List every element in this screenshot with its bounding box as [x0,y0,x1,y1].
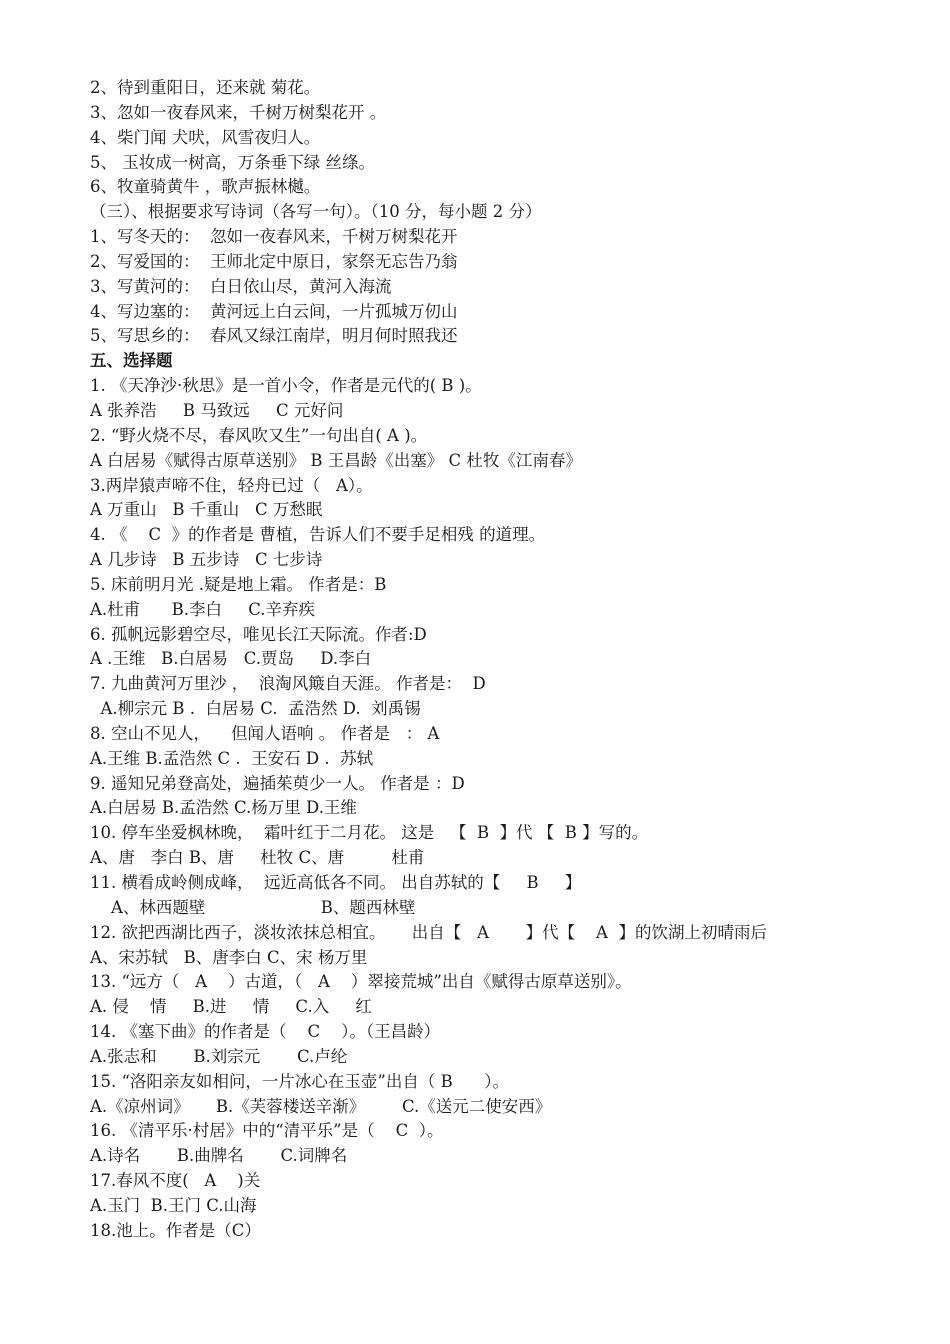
text-line: 10. 停车坐爱枫林晚， 霜叶红于二月花。 这是 【 B 】代 【 B 】写的。 [90,823,649,843]
text-line: A.《凉州词》 B.《芙蓉楼送辛渐》 C.《送元二使安西》 [90,1096,552,1116]
text-line: A、唐 李白 B、唐 杜牧 C、唐 杜甫 [90,848,425,868]
text-line: A、宋苏轼 B、唐李白 C、宋 杨万里 [90,947,368,967]
text-line: A 张养浩 B 马致远 C 元好问 [90,400,344,420]
text-line: 16. 《清平乐·村居》中的“清平乐”是（ C ）。 [90,1121,444,1141]
text-line: 3、忽如一夜春风来，千树万树梨花开 。 [90,102,387,122]
text-line: A、林西题壁 B、题西林壁 [90,897,416,917]
text-line: A 白居易《赋得古原草送别》 B 王昌龄《出塞》 C 杜牧《江南春》 [90,450,582,470]
text-line: A.白居易 B.孟浩然 C.杨万里 D.王维 [90,798,357,818]
text-line: 8. 空山不见人， 但闻人语响 。 作者是 ： A [90,723,440,743]
text-line: 13. “远方（ A ）古道，（ A ）翠接荒城”出自《赋得古原草送别》。 [90,972,632,992]
text-line: 3.两岸猿声啼不住，轻舟已过（ A）。 [90,475,373,495]
document-page [90,76,900,1244]
text-line: 2. “野火烧不尽，春风吹又生”一句出自( A )。 [90,425,428,445]
section-heading: 五、选择题 [90,351,173,371]
text-line: 9. 遥知兄弟登高处，遍插茱萸少一人。 作者是 ：D [90,773,465,793]
text-line: 5、 玉妆成一树高，万条垂下绿 丝绦。 [90,152,375,172]
text-line: 2、写爱国的： 王师北定中原日，家祭无忘告乃翁 [90,251,458,271]
text-line: （三）、根据要求写诗词（各写一句）。（10 分，每小题 2 分） [90,202,542,222]
text-line: A.张志和 B.刘宗元 C.卢纶 [90,1046,348,1066]
text-line: 12. 欲把西湖比西子，淡妆浓抹总相宜。 出自【 A 】代【 A 】的饮湖上初晴雨后 [90,922,767,942]
text-line: A.柳宗元 B . 白居易 C. 孟浩然 D. 刘禹锡 [90,699,421,719]
text-line: A.诗名 B.曲牌名 C.词牌名 [90,1146,348,1166]
text-line: 6、牧童骑黄牛 ，歌声振林樾。 [90,177,321,197]
text-line: A 几步诗 B 五步诗 C 七步诗 [90,550,323,570]
text-line: 4. 《 C 》的作者是 曹植，告诉人们不要手足相残 的道理。 [90,525,546,545]
text-line: A. 侵 情 B.进 情 C.入 红 [90,997,372,1017]
text-line: 3、写黄河的： 白日依山尽，黄河入海流 [90,276,392,296]
text-line: 1、写冬天的： 忽如一夜春风来，千树万树梨花开 [90,227,458,247]
text-line: 17.春风不度( A )关 [90,1171,261,1191]
text-line: 14. 《塞下曲》的作者是（ C ）。（王昌龄） [90,1022,441,1042]
text-line: A.杜甫 B.李白 C.辛弃疾 [90,599,316,619]
text-line: 11. 横看成岭侧成峰， 远近高低各不同。 出自苏轼的【 B 】 [90,873,582,892]
text-line: 18.池上。作者是（C） [90,1220,261,1240]
text-line: 6. 孤帆远影碧空尽，唯见长江天际流。作者:D [90,624,427,644]
text-line: 4、写边塞的： 黄河远上白云间，一片孤城万仞山 [90,301,458,321]
text-line: 5、写思乡的： 春风又绿江南岸，明月何时照我还 [90,326,458,346]
text-line: A.王维 B.孟浩然 C . 王安石 D . 苏轼 [90,748,374,768]
text-line: 15. “洛阳亲友如相问，一片冰心在玉壶”出自（ B ）。 [90,1071,509,1091]
text-line: 5. 床前明月光 .疑是地上霜。 作者是：B [90,574,387,594]
text-line: 7. 九曲黄河万里沙 ， 浪淘风簸自天涯。 作者是： D [90,674,486,694]
text-line: 2、待到重阳日，还来就 菊花。 [90,78,321,97]
text-line: 4、柴门闻 犬吠，风雪夜归人。 [90,127,321,147]
text-line: A.玉门 B.王门 C.山海 [90,1195,257,1215]
text-line: A 万重山 B 千重山 C 万愁眠 [90,500,323,520]
text-line: 1. 《天净沙·秋思》是一首小令，作者是元代的( B )。 [90,376,482,396]
text-line: A .王维 B.白居易 C.贾岛 D.李白 [90,649,372,669]
